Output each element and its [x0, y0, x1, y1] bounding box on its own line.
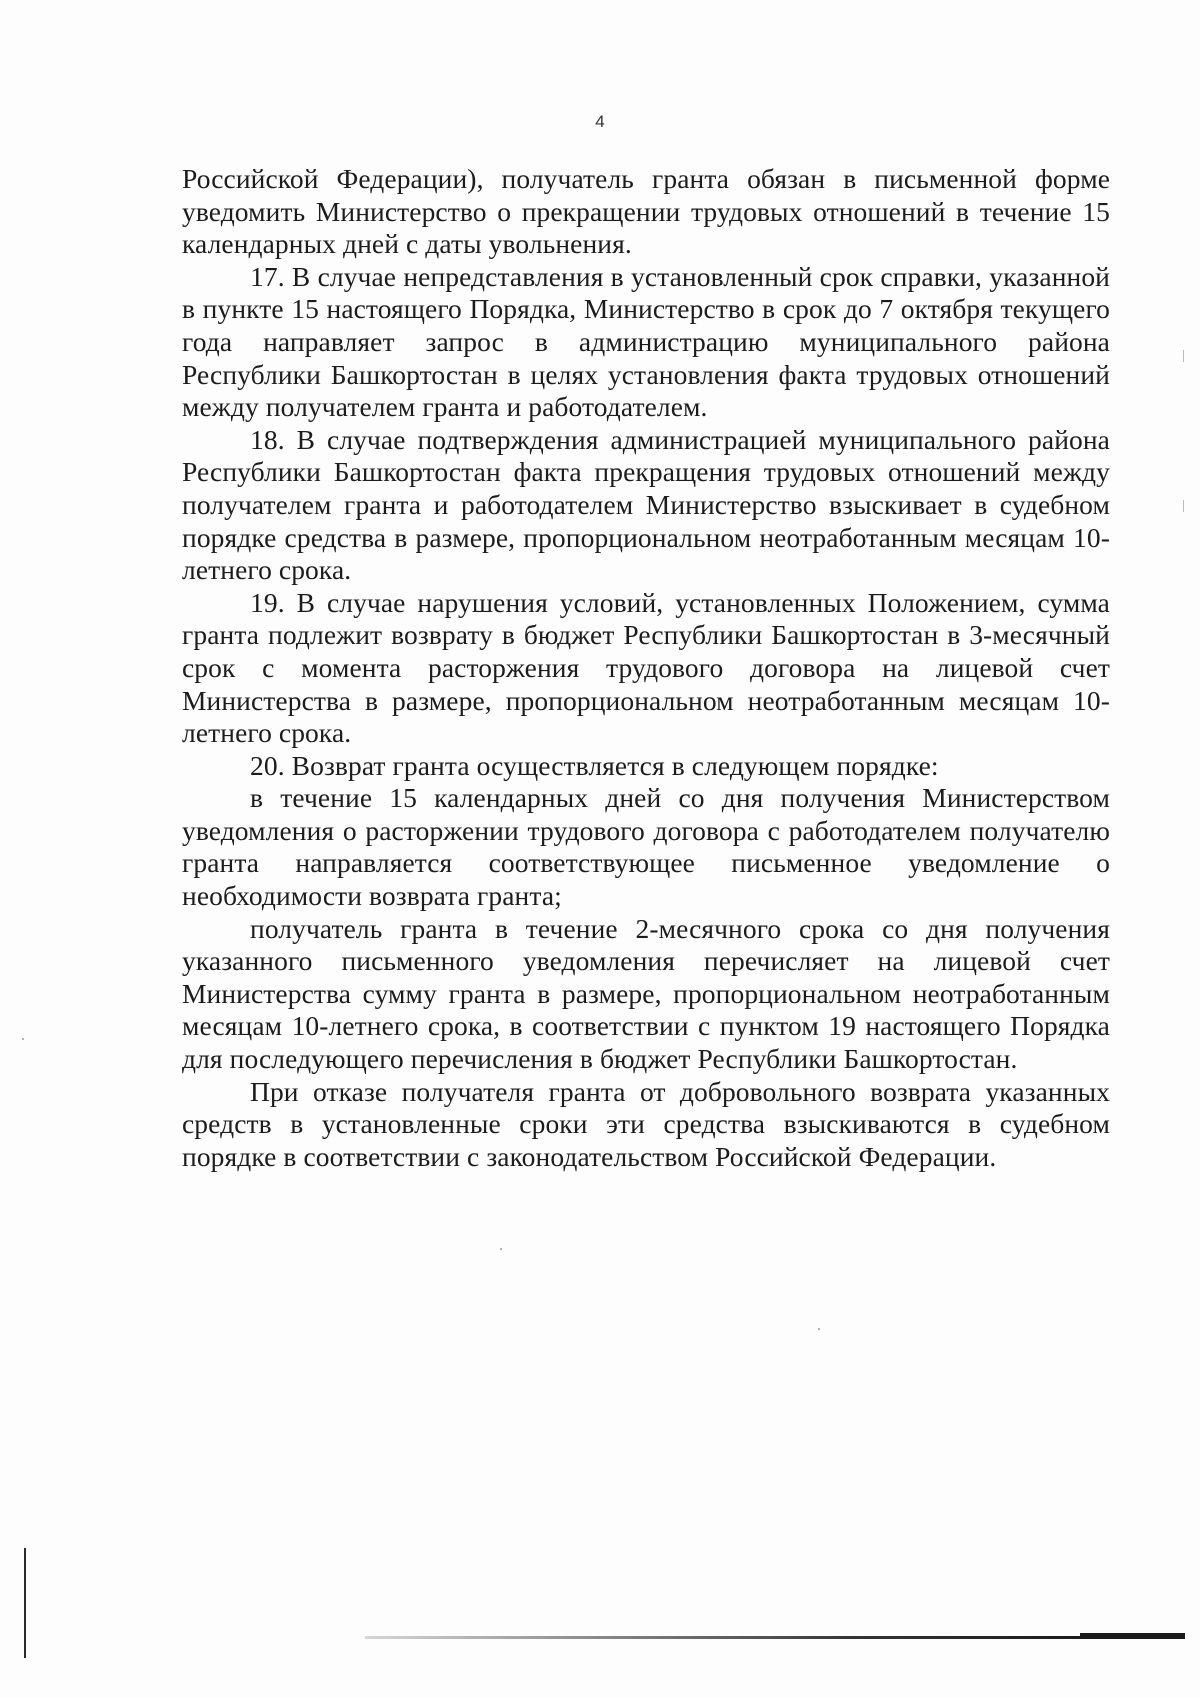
- scan-left-edge-line: [24, 1548, 26, 1658]
- paragraph-step-repayment: получатель гранта в течение 2-месячного срока со дня получения указанного письменного уведомления перечисляет на лицевой счет Министерства сумму гранта в размере, пропорциональном неотработанным месяцам 10-летнего срока, в соответствии с пунктом 19 настоящего Порядка для последующего перечисления в бюджет Республики Башкортостан.: [182, 912, 1110, 1075]
- paragraph-item-18: 18. В случае подтверждения администрацией муниципального района Республики Башкортостан факта прекращения трудовых отношений между получателем гранта и работодателем Министерство взыскивает в судебном порядке средства в размере, пропорциональном неотработанным месяцам 10-летнего срока.: [182, 423, 1110, 586]
- document-body: [182, 163, 1110, 1173]
- scan-speck: [1183, 350, 1184, 362]
- paragraph-item-17: 17. В случае непредставления в установленный срок справки, указанной в пункте 15 настоящего Порядка, Министерство в срок до 7 октября текущего года направляет запрос в администрацию муниципального района Республики Башкортостан в целях установления факта трудовых отношений между получателем гранта и работодателем.: [182, 260, 1110, 423]
- paragraph-item-20: 20. Возврат гранта осуществляется в следующем порядке:: [250, 749, 939, 781]
- scan-speck: [1183, 500, 1184, 512]
- page-number: 4: [595, 112, 605, 131]
- paragraph-continuation: Российской Федерации), получатель гранта обязан в письменной форме уведомить Министерство о прекращении трудовых отношений в течение 15 календарных дней с даты увольнения.: [182, 163, 1110, 260]
- scan-speck: [22, 1038, 24, 1040]
- scan-speck: [500, 1248, 502, 1250]
- paragraph-refusal: При отказе получателя гранта от добровольного возврата указанных средств в установленные сроки эти средства взыскиваются в судебном порядке в соответствии с законодательством Российской Федерации.: [182, 1075, 1110, 1172]
- scan-speck: [818, 1328, 820, 1330]
- paragraph-step-notification: в течение 15 календарных дней со дня получения Министерством уведомления о расторжении трудового договора с работодателем получателю гранта направляется соответствующее письменное уведомление о необходимости возврата гранта;: [182, 782, 1110, 912]
- scan-edge-shadow: [1080, 1633, 1185, 1639]
- paragraph-item-19: 19. В случае нарушения условий, установленных Положением, сумма гранта подлежит возврату в бюджет Республики Башкортостан в 3-месячный срок с момента расторжения трудового договора на лицевой счет Министерства в размере, пропорциональном неотработанным месяцам 10-летнего срока.: [182, 586, 1110, 749]
- scan-edge-line: [365, 1636, 1180, 1639]
